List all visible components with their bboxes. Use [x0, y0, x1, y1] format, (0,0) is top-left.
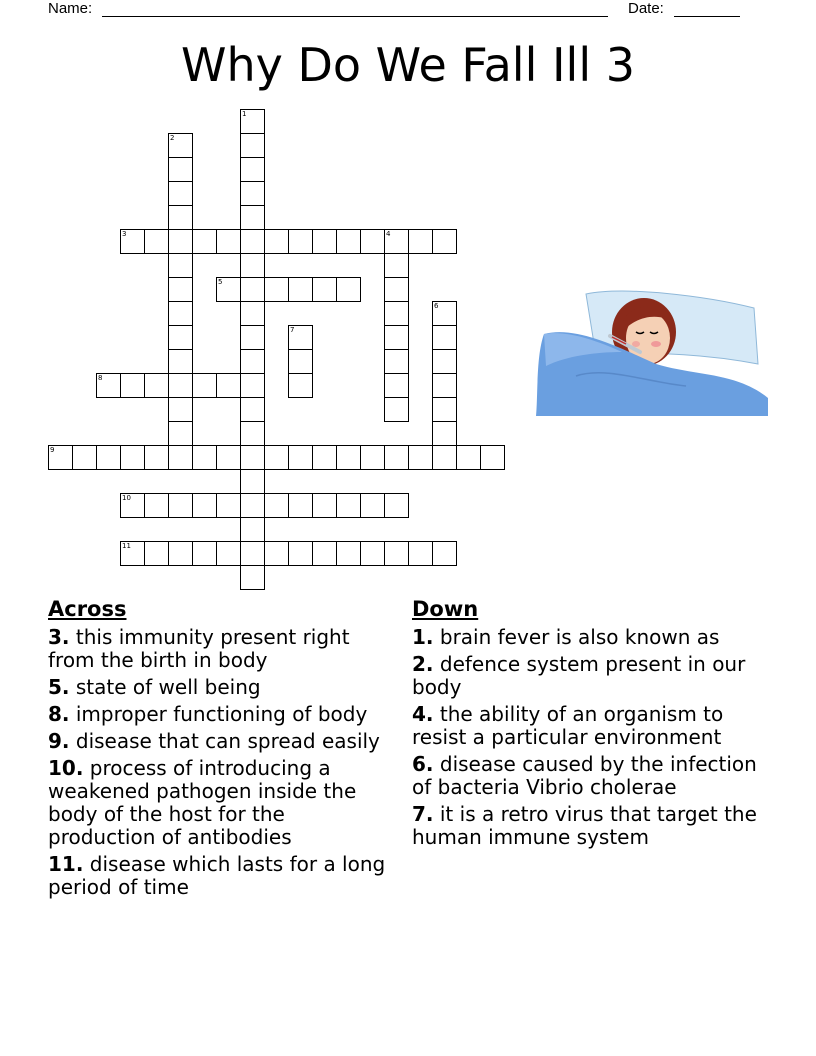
- grid-cell[interactable]: [312, 229, 337, 254]
- grid-cell[interactable]: [288, 325, 313, 350]
- clue-number-label: 10: [122, 494, 131, 502]
- clue-text: disease that can spread easily: [75, 729, 380, 753]
- grid-cell[interactable]: [240, 493, 265, 518]
- name-label: Name:: [48, 0, 93, 17]
- grid-cell[interactable]: [240, 157, 265, 182]
- grid-cell[interactable]: [240, 325, 265, 350]
- grid-cell[interactable]: [288, 493, 313, 518]
- clue-number-label: 6: [434, 302, 439, 310]
- grid-cell[interactable]: [168, 253, 193, 278]
- grid-cell[interactable]: [336, 493, 361, 518]
- grid-cell[interactable]: [360, 541, 385, 566]
- clue-number: 4.: [412, 702, 434, 726]
- grid-cell[interactable]: [384, 397, 409, 422]
- clue-number: 9.: [48, 729, 70, 753]
- grid-cell[interactable]: [168, 397, 193, 422]
- clue-text: process of introducing a weakened pathogen inside the body of the host for the production of antibodies: [48, 756, 357, 849]
- clue-number-label: 8: [98, 374, 103, 382]
- grid-cell[interactable]: [168, 421, 193, 446]
- clue-number: 3.: [48, 625, 70, 649]
- grid-cell[interactable]: [408, 541, 433, 566]
- clue-number-label: 2: [170, 134, 175, 142]
- grid-cell[interactable]: [264, 493, 289, 518]
- grid-cell[interactable]: [336, 229, 361, 254]
- clue-number: 11.: [48, 852, 84, 876]
- grid-cell[interactable]: [168, 133, 193, 158]
- grid-cell[interactable]: [216, 493, 241, 518]
- grid-cell[interactable]: [48, 445, 73, 470]
- clue-number: 7.: [412, 802, 434, 826]
- down-heading: Down: [412, 597, 479, 621]
- grid-cell[interactable]: [288, 445, 313, 470]
- grid-cell[interactable]: [216, 229, 241, 254]
- grid-cell[interactable]: [384, 373, 409, 398]
- clue-text: improper functioning of body: [75, 702, 368, 726]
- date-label: Date:: [628, 0, 664, 17]
- clue-number-label: 7: [290, 326, 295, 334]
- grid-cell[interactable]: [168, 229, 193, 254]
- clue-down-4: [412, 703, 762, 749]
- grid-cell[interactable]: [240, 229, 265, 254]
- grid-cell[interactable]: [336, 277, 361, 302]
- clue-across-9: [48, 730, 388, 753]
- clue-across-11: [48, 853, 388, 899]
- grid-cell[interactable]: [192, 373, 217, 398]
- clue-across-3: [48, 626, 388, 672]
- grid-cell[interactable]: [240, 397, 265, 422]
- grid-cell[interactable]: [144, 445, 169, 470]
- grid-cell[interactable]: [192, 541, 217, 566]
- grid-cell[interactable]: [120, 493, 145, 518]
- grid-cell[interactable]: [168, 157, 193, 182]
- grid-cell[interactable]: [240, 517, 265, 542]
- grid-cell[interactable]: [216, 445, 241, 470]
- grid-cell[interactable]: [240, 277, 265, 302]
- clue-down-1: [412, 626, 762, 649]
- grid-cell[interactable]: [336, 445, 361, 470]
- grid-cell[interactable]: [288, 277, 313, 302]
- grid-cell[interactable]: [384, 253, 409, 278]
- grid-cell[interactable]: [240, 133, 265, 158]
- grid-cell[interactable]: [384, 301, 409, 326]
- clue-number: 2.: [412, 652, 434, 676]
- clue-number: 8.: [48, 702, 70, 726]
- grid-cell[interactable]: [288, 373, 313, 398]
- grid-cell[interactable]: [168, 301, 193, 326]
- clue-across-10: [48, 757, 388, 849]
- grid-cell[interactable]: [264, 541, 289, 566]
- page-title: Why Do We Fall Ill 3: [180, 38, 635, 92]
- grid-cell[interactable]: [168, 349, 193, 374]
- clue-number-label: 11: [122, 542, 131, 550]
- clue-text: state of well being: [75, 675, 261, 699]
- grid-cell[interactable]: [192, 229, 217, 254]
- grid-cell[interactable]: [168, 445, 193, 470]
- clue-number-label: 9: [50, 446, 55, 454]
- grid-cell[interactable]: [240, 253, 265, 278]
- grid-cell[interactable]: [384, 325, 409, 350]
- grid-cell[interactable]: [432, 229, 457, 254]
- across-heading: Across: [48, 597, 127, 621]
- grid-cell[interactable]: [360, 493, 385, 518]
- clue-number: 10.: [48, 756, 84, 780]
- clue-text: disease caused by the infection of bacteria Vibrio cholerae: [412, 752, 757, 799]
- grid-cell[interactable]: [120, 541, 145, 566]
- grid-cell[interactable]: [288, 349, 313, 374]
- grid-cell[interactable]: [240, 109, 265, 134]
- grid-cell[interactable]: [432, 397, 457, 422]
- grid-cell[interactable]: [168, 205, 193, 230]
- grid-cell[interactable]: [96, 373, 121, 398]
- grid-cell[interactable]: [408, 229, 433, 254]
- grid-cell[interactable]: [384, 349, 409, 374]
- grid-cell[interactable]: [168, 181, 193, 206]
- grid-cell[interactable]: [120, 373, 145, 398]
- grid-cell[interactable]: [288, 229, 313, 254]
- grid-cell[interactable]: [384, 493, 409, 518]
- down-clues: [412, 598, 762, 853]
- clue-across-5: [48, 676, 388, 699]
- clue-down-6: [412, 753, 762, 799]
- grid-cell[interactable]: [144, 229, 169, 254]
- grid-cell[interactable]: [480, 445, 505, 470]
- grid-cell[interactable]: [432, 301, 457, 326]
- grid-cell[interactable]: [456, 445, 481, 470]
- clue-number: 6.: [412, 752, 434, 776]
- grid-cell[interactable]: [264, 445, 289, 470]
- clue-number-label: 1: [242, 110, 247, 118]
- grid-cell[interactable]: [216, 277, 241, 302]
- clue-down-2: [412, 653, 762, 699]
- grid-cell[interactable]: [216, 541, 241, 566]
- grid-cell[interactable]: [120, 445, 145, 470]
- grid-cell[interactable]: [192, 445, 217, 470]
- grid-cell[interactable]: [240, 181, 265, 206]
- clue-text: brain fever is also known as: [439, 625, 720, 649]
- grid-cell[interactable]: [336, 541, 361, 566]
- clue-number-label: 4: [386, 230, 391, 238]
- grid-cell[interactable]: [144, 541, 169, 566]
- across-clues: [48, 598, 388, 903]
- grid-cell[interactable]: [168, 325, 193, 350]
- grid-cell[interactable]: [240, 541, 265, 566]
- grid-cell[interactable]: [264, 229, 289, 254]
- grid-cell[interactable]: [384, 229, 409, 254]
- clue-text: this immunity present right from the birth in body: [48, 625, 350, 672]
- grid-cell[interactable]: [72, 445, 97, 470]
- clue-across-8: [48, 703, 388, 726]
- clue-text: the ability of an organism to resist a particular environment: [412, 702, 724, 749]
- grid-cell[interactable]: [264, 277, 289, 302]
- grid-cell[interactable]: [240, 301, 265, 326]
- grid-cell[interactable]: [432, 349, 457, 374]
- sick-person-illustration: [536, 286, 770, 418]
- clue-number-label: 5: [218, 278, 223, 286]
- grid-cell[interactable]: [240, 445, 265, 470]
- grid-cell[interactable]: [312, 445, 337, 470]
- grid-cell[interactable]: [312, 541, 337, 566]
- grid-cell[interactable]: [288, 541, 313, 566]
- grid-cell[interactable]: [168, 541, 193, 566]
- grid-cell[interactable]: [384, 277, 409, 302]
- grid-cell[interactable]: [408, 445, 433, 470]
- grid-cell[interactable]: [240, 349, 265, 374]
- grid-cell[interactable]: [384, 541, 409, 566]
- grid-cell[interactable]: [432, 445, 457, 470]
- clue-down-7: [412, 803, 762, 849]
- grid-cell[interactable]: [168, 493, 193, 518]
- grid-cell[interactable]: [240, 205, 265, 230]
- grid-cell[interactable]: [432, 421, 457, 446]
- grid-cell[interactable]: [168, 277, 193, 302]
- grid-cell[interactable]: [120, 229, 145, 254]
- grid-cell[interactable]: [216, 373, 241, 398]
- grid-cell[interactable]: [240, 565, 265, 590]
- grid-cell[interactable]: [432, 325, 457, 350]
- grid-cell[interactable]: [96, 445, 121, 470]
- grid-cell[interactable]: [240, 469, 265, 494]
- grid-cell[interactable]: [432, 373, 457, 398]
- grid-cell[interactable]: [240, 373, 265, 398]
- grid-cell[interactable]: [384, 445, 409, 470]
- grid-cell[interactable]: [432, 541, 457, 566]
- grid-cell[interactable]: [360, 445, 385, 470]
- clue-number: 5.: [48, 675, 70, 699]
- grid-cell[interactable]: [312, 493, 337, 518]
- grid-cell[interactable]: [192, 493, 217, 518]
- clue-number-label: 3: [122, 230, 127, 238]
- grid-cell[interactable]: [312, 277, 337, 302]
- clue-text: defence system present in our body: [412, 652, 746, 699]
- grid-cell[interactable]: [240, 421, 265, 446]
- grid-cell[interactable]: [168, 373, 193, 398]
- clue-text: disease which lasts for a long period of time: [48, 852, 386, 899]
- grid-cell[interactable]: [144, 493, 169, 518]
- grid-cell[interactable]: [144, 373, 169, 398]
- clue-number: 1.: [412, 625, 434, 649]
- clue-text: it is a retro virus that target the human immune system: [412, 802, 757, 849]
- grid-cell[interactable]: [360, 229, 385, 254]
